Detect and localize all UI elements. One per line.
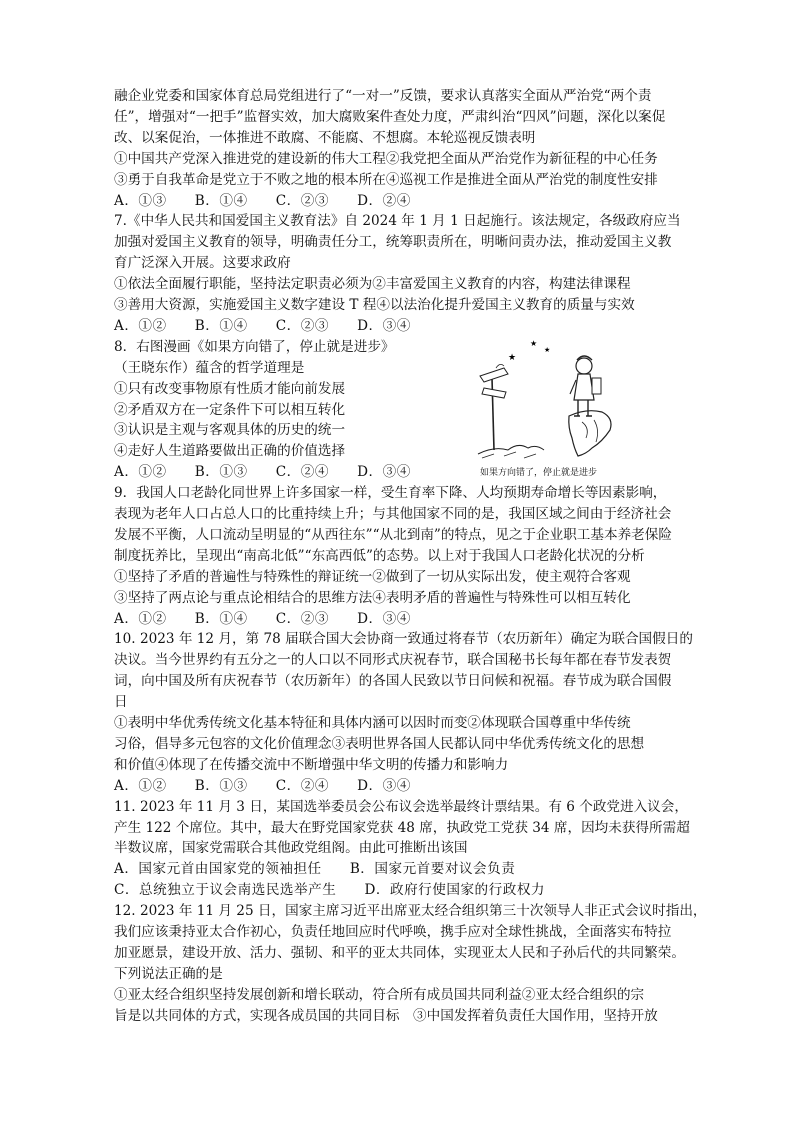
text-line: 词，向中国及所有庆祝春节（农历新年）的各国人民致以节日问候和祝福。春节成为联合国假 bbox=[114, 673, 672, 690]
text-line: 表现为老年人口占总人口的比重持续上升；与其他国家不同的是，我国区域之间由于经济社会 bbox=[114, 506, 672, 522]
text-line: 11. 2023 年 11 月 3 日，某国选举委员会公布议会选举最终计票结果。有 6 个政党进入议会， bbox=[114, 798, 688, 815]
text-line: ④走好人生道路要做出正确的价值选择 bbox=[114, 443, 346, 460]
text-line: C．总统独立于议会南选民选举产生 D．政府行使国家的行政权力 bbox=[114, 882, 546, 899]
text-line: 半数议席，国家党需联合其他政党组阁。由此可推断出该国 bbox=[114, 840, 468, 857]
text-line: （王晓东作）蕴含的哲学道理是 bbox=[114, 359, 305, 376]
text-line: 产生 122 个席位。其中，最大在野党国家党获 48 席，执政党工党获 34 席，因均未获得所需超 bbox=[114, 819, 690, 836]
text-line: 决议。当今世界约有五分之一的人口以不同形式庆祝春节，联合国秘书长每年都在春节发表贺 bbox=[114, 652, 672, 669]
text-line: 制度抚养比，呈现出“南高北低”“东高西低”的态势。以上对于我国人口老龄化状况的分析 bbox=[114, 547, 645, 564]
text-line: 我们应该秉持亚太合作初心，负责任地回应时代呼唤，携手应对全球性挑战，全面落实布特拉 bbox=[114, 924, 672, 940]
text-line: 加亚愿景，建设开放、活力、强韧、和平的亚太共同体，实现亚太人民和子孙后代的共同繁荣。 bbox=[114, 944, 685, 961]
text-line: ①只有改变事物原有性质才能向前发展 bbox=[114, 380, 346, 397]
text-line: ③认识是主观与客观具体的历史的统一 bbox=[114, 422, 346, 439]
person-body bbox=[574, 374, 594, 400]
text-line: 发展不平衡，人口流动呈明显的“从西往东”“从北到南”的特点，见之于企业职工基本养老保险 bbox=[114, 526, 672, 543]
text-line: 12. 2023 年 11 月 25 日，国家主席习近平出席亚太经合组织第三十次领导人非正式会议时指出， bbox=[114, 903, 707, 920]
text-line: A．国家元首由国家党的领袖担任 B．国家元首要对议会负责 bbox=[114, 861, 516, 878]
text-line: 9．我国人口老龄化同世界上许多国家一样，受生育率下降、人均预期寿命增长等因素影响， bbox=[114, 485, 667, 502]
text-line: ③善用大资源，实施爱国主义数字建设 T 程④以法治化提升爱国主义教育的质量与实效 bbox=[114, 297, 635, 313]
star-icon: ★ bbox=[544, 346, 551, 354]
text-line: 旨是以共同体的方式，实现各成员国的共同目标 ③中国发挥着负责任大国作用，坚持开放 bbox=[114, 1007, 658, 1024]
person-head bbox=[576, 358, 592, 374]
signpost-icon bbox=[492, 378, 494, 450]
text-line: 育广泛深入开展。这要求政府 bbox=[114, 255, 291, 272]
text-line: 7.《中华人民共和国爱国主义教育法》自 2024 年 1 月 1 日起施行。该法规定，各级政府应当 bbox=[114, 213, 681, 230]
text-line: 加强对爱国主义教育的领导，明确责任分工，统筹职责所在，明晰问责办法，推动爱国主义教 bbox=[114, 234, 672, 251]
cliff-shape bbox=[569, 411, 611, 456]
backpack-icon bbox=[592, 378, 601, 394]
text-line: 日 bbox=[114, 694, 128, 711]
cartoon-illustration bbox=[474, 338, 624, 462]
text-line: ①依法全面履行职能，坚持法定职责必须为②丰富爱国主义教育的内容，构建法律课程 bbox=[114, 276, 631, 293]
text-line: A．①② B．①④ C．②③ D．③④ bbox=[114, 317, 411, 334]
text-line: 下列说法正确的是 bbox=[114, 965, 223, 982]
text-line: 改、以案促治，一体推进不敢腐、不能腐、不想腐。本轮巡视反馈表明 bbox=[114, 129, 536, 146]
text-line: 和价值④体现了在传播交流中不断增强中华文明的传播力和影响力 bbox=[114, 756, 509, 773]
text-line: ①坚持了矛盾的普遍性与特殊性的辩证统一②做到了一切从实际出发，使主观符合客观 bbox=[114, 568, 631, 585]
text-line: ①表明中华优秀传统文化基本特征和具体内涵可以因时而变②体现联合国尊重中华传统 bbox=[114, 715, 631, 731]
text-line: 融企业党委和国家体育总局党组进行了“一对一”反馈，要求认真落实全面从严治党“两个责 bbox=[114, 88, 652, 104]
text-line: ①亚太经合组织坚持发展创新和增长联动，符合所有成员国共同利益②亚太经合组织的宗 bbox=[114, 986, 645, 1003]
text-line: 10. 2023 年 12 月，第 78 届联合国大会协商一致通过将春节（农历新年）确定为联合国假日的 bbox=[114, 631, 693, 648]
text-line: ③勇于自我革命是党立于不败之地的根本所在④巡视工作是推进全面从严治党的制度性安排 bbox=[114, 171, 658, 188]
text-line: A．①② B．①③ C．②④ D．③④ bbox=[114, 777, 411, 794]
text-line: ②矛盾双方在一定条件下可以相互转化 bbox=[114, 401, 346, 418]
text-line: A．①② B．①④ C．②③ D．③④ bbox=[114, 610, 411, 627]
star-icon: ★ bbox=[508, 353, 517, 363]
text-line: ①中国共产党深入推进党的建设新的伟大工程②我党把全面从严治党作为新征程的中心任务 bbox=[114, 150, 658, 167]
star-icon: ★ bbox=[530, 339, 538, 348]
cartoon-caption: 如果方向错了，停止就是进步 bbox=[480, 468, 598, 478]
text-line: 8．右图漫画《如果方向错了，停止就是进步》 bbox=[114, 338, 395, 355]
text-line: A．①③ B．①④ C．②③ D．②④ bbox=[114, 192, 411, 209]
text-line: 任”，增强对“一把手”监督实效，加大腐败案件查处力度，严肃纠治“四风”问题，深化以案促 bbox=[114, 108, 666, 125]
text-line: 习俗，倡导多元包容的文化价值理念③表明世界各国人民都认同中华优秀传统文化的思想 bbox=[114, 735, 645, 752]
text-line: ③坚持了两点论与重点论相结合的思维方法④表明矛盾的普遍性与特殊性可以相互转化 bbox=[114, 589, 631, 606]
text-line: A．①② B．①③ C．②④ D．③④ bbox=[114, 464, 411, 481]
